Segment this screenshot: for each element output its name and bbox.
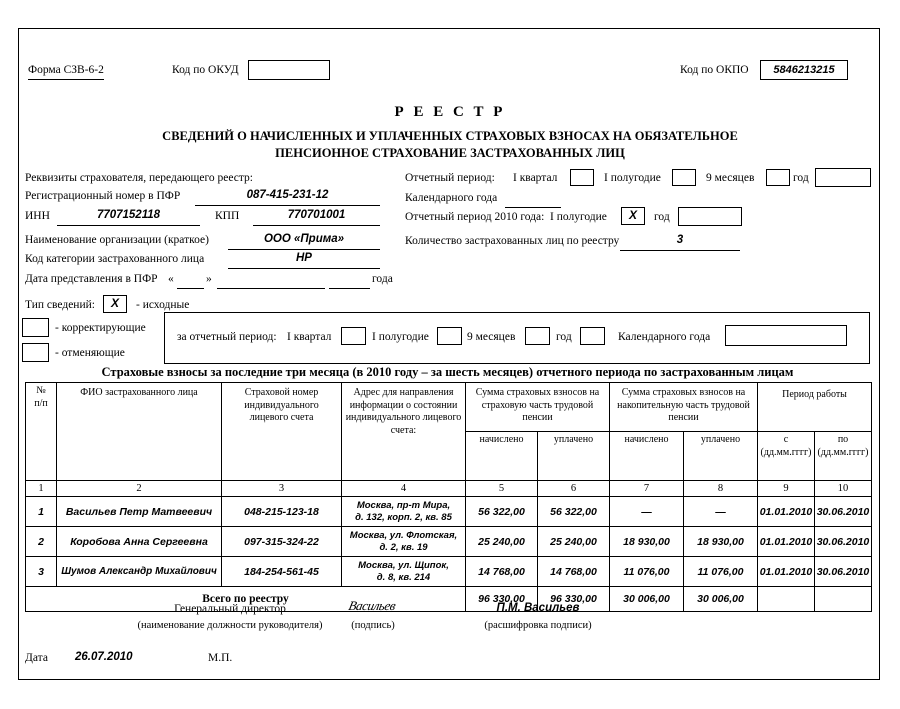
row-accum-accrued: 11 076,00 xyxy=(610,557,684,587)
table-header-row-1 xyxy=(26,383,872,432)
total-insurance-paid: 96 330,00 xyxy=(538,587,610,612)
info-type-initial-checkbox[interactable] xyxy=(103,295,127,313)
info-type-initial-value: X xyxy=(110,296,119,310)
row-address xyxy=(342,557,466,587)
header-fio: ФИО застрахованного лица xyxy=(57,383,222,481)
row-date-to: 30.06.2010 xyxy=(815,527,872,557)
colnum-6: 6 xyxy=(538,481,610,497)
reg-number-label: Регистрационный номер в ПФР xyxy=(25,190,181,202)
row-date-from: 01.01.2010 xyxy=(758,527,815,557)
info-type-m9-label: 9 месяцев xyxy=(467,331,516,343)
colnum-10: 10 xyxy=(815,481,872,497)
date-value: 26.07.2010 xyxy=(75,651,133,663)
position-caption: (наименование должности руководителя) xyxy=(137,620,323,631)
submission-quote-close: » xyxy=(206,273,212,285)
org-name-field[interactable] xyxy=(228,233,380,250)
org-name-label: Наименование организации (краткое) xyxy=(25,234,209,246)
info-type-correcting-checkbox[interactable] xyxy=(22,318,49,337)
reg-number-value: 087-415-231-12 xyxy=(246,189,329,201)
okpo-input[interactable] xyxy=(760,60,848,80)
document-title: Р Е Е С Т Р xyxy=(394,104,506,120)
row-date-from: 01.01.2010 xyxy=(758,557,815,587)
row-date-from: 01.01.2010 xyxy=(758,497,815,527)
reg-number-field[interactable] xyxy=(195,189,380,206)
info-type-h1-checkbox[interactable] xyxy=(437,327,462,345)
row-accum-paid: — xyxy=(684,497,758,527)
row-accum-accrued: 18 930,00 xyxy=(610,527,684,557)
okud-label: Код по ОКУД xyxy=(172,64,239,76)
stamp-label: М.П. xyxy=(208,652,233,664)
info-type-year-label: год xyxy=(556,331,572,343)
colnum-3: 3 xyxy=(222,481,342,497)
row-accum-paid: 11 076,00 xyxy=(684,557,758,587)
row-address-line1: Москва, ул. Флотская, xyxy=(349,530,458,542)
row-insurance-accrued: 14 768,00 xyxy=(466,557,538,587)
header-accumulative-part: Сумма страховых взносов на накопительную часть трудовой пенсии xyxy=(610,383,758,432)
info-type-initial-label: - исходные xyxy=(136,299,190,311)
form-label: Форма СЗВ-6-2 xyxy=(28,64,104,80)
period2010-year-input[interactable] xyxy=(678,207,742,226)
info-type-label: Тип сведений: xyxy=(25,299,95,311)
colnum-8: 8 xyxy=(684,481,758,497)
header-num-line2: п/п xyxy=(34,397,48,409)
period2010-h1-label: I полугодие xyxy=(550,211,607,223)
row-accum-paid: 18 930,00 xyxy=(684,527,758,557)
requisites-label: Реквизиты страхователя, передающего реестр: xyxy=(25,172,254,184)
info-type-m9-checkbox[interactable] xyxy=(525,327,550,345)
insured-count-label: Количество застрахованных лиц по реестру xyxy=(405,235,620,247)
row-insurance-accrued: 25 240,00 xyxy=(466,527,538,557)
row-accum-accrued: — xyxy=(610,497,684,527)
row-insurance-paid: 56 322,00 xyxy=(538,497,610,527)
signature-name-caption: (расшифровка подписи) xyxy=(484,620,592,631)
okpo-label: Код по ОКПО xyxy=(680,64,749,76)
org-name-value: ООО «Прима» xyxy=(263,233,345,245)
info-type-h1-label: I полугодие xyxy=(372,331,429,343)
row-address xyxy=(342,527,466,557)
submission-year-word: года xyxy=(372,273,393,285)
signature-mark: Васильев xyxy=(347,598,397,613)
okpo-value: 5846213215 xyxy=(773,64,835,76)
calendar-year-field[interactable] xyxy=(505,192,561,208)
row-fio: Васильев Петр Матвеевич xyxy=(57,497,222,527)
header-num-line1: № xyxy=(36,385,46,396)
info-type-calendar-year-label: Календарного года xyxy=(618,331,711,343)
document-subtitle-line1: СВЕДЕНИЙ О НАЧИСЛЕННЫХ И УПЛАЧЕННЫХ СТРАХОВЫХ ВЗНОСАХ НА ОБЯЗАТЕЛЬНОЕ xyxy=(162,129,738,143)
okud-input[interactable] xyxy=(248,60,330,80)
row-snils: 184-254-561-45 xyxy=(222,557,342,587)
category-code-label: Код категории застрахованного лица xyxy=(25,253,205,265)
row-insurance-accrued: 56 322,00 xyxy=(466,497,538,527)
submission-date-label: Дата представления в ПФР xyxy=(25,273,158,285)
info-type-cancelling-label: - отменяющие xyxy=(55,347,125,359)
signature-caption: (подпись) xyxy=(351,620,395,631)
h1-label: I полугодие xyxy=(604,172,661,184)
kpp-value: 770701001 xyxy=(287,209,346,221)
colnum-5: 5 xyxy=(466,481,538,497)
total-insurance-accrued: 96 330,00 xyxy=(466,587,538,612)
inn-value: 7707152118 xyxy=(96,209,161,221)
colnum-1: 1 xyxy=(26,481,57,497)
header-accum-paid: уплачено xyxy=(684,432,758,481)
submission-day-field[interactable] xyxy=(177,272,204,289)
row-address xyxy=(342,497,466,527)
header-insurance-paid: уплачено xyxy=(538,432,610,481)
row-snils: 097-315-324-22 xyxy=(222,527,342,557)
kpp-label: КПП xyxy=(215,210,240,222)
year-label: год xyxy=(793,172,809,184)
row-date-to: 30.06.2010 xyxy=(815,557,872,587)
colnum-9: 9 xyxy=(758,481,815,497)
registry-table-wrapper xyxy=(25,382,871,612)
info-type-year-checkbox[interactable] xyxy=(580,327,605,345)
info-type-cancelling-checkbox[interactable] xyxy=(22,343,49,362)
header-insurance-accrued: начислено xyxy=(466,432,538,481)
period2010-h1-value: X xyxy=(628,208,637,222)
insured-count-field[interactable] xyxy=(620,234,740,251)
colnum-2: 2 xyxy=(57,481,222,497)
category-code-value: НР xyxy=(296,252,312,264)
info-type-calendar-year-input[interactable] xyxy=(725,325,847,346)
total-accum-accrued: 30 006,00 xyxy=(610,587,684,612)
category-code-field[interactable] xyxy=(228,252,380,269)
m9-label: 9 месяцев xyxy=(706,172,755,184)
header-date-to: по (дд.мм.гггг) xyxy=(815,432,872,481)
header-insurance-part: Сумма страховых взносов на страховую часть трудовой пенсии xyxy=(466,383,610,432)
table-row[interactable] xyxy=(26,527,872,557)
row-address-line2: д. 2, кв. 19 xyxy=(379,541,428,553)
document-subtitle-line2: ПЕНСИОННОЕ СТРАХОВАНИЕ ЗАСТРАХОВАННЫХ ЛИЦ xyxy=(275,146,625,160)
m9-checkbox[interactable] xyxy=(766,169,790,186)
header-work-period: Период работы xyxy=(758,383,872,432)
position-value: Генеральный директор xyxy=(174,603,286,615)
kpp-field[interactable] xyxy=(253,209,380,226)
row-insurance-paid: 14 768,00 xyxy=(538,557,610,587)
submission-quote-open: « xyxy=(168,273,174,285)
info-type-q1-label: I квартал xyxy=(287,331,332,343)
header-address: Адрес для направления информации о состоянии индивидуального лицевого счета: xyxy=(342,383,466,481)
row-address-line1: Москва, ул. Щипок, xyxy=(358,560,449,572)
q1-checkbox[interactable] xyxy=(570,169,594,186)
row-date-to: 30.06.2010 xyxy=(815,497,872,527)
info-type-q1-checkbox[interactable] xyxy=(341,327,366,345)
row-num: 2 xyxy=(26,527,57,557)
period2010-year-label: год xyxy=(654,211,670,223)
row-fio: Коробова Анна Сергеевна xyxy=(57,527,222,557)
header-num xyxy=(26,383,57,481)
info-type-period-prefix: за отчетный период: xyxy=(177,331,277,343)
table-column-numbers-row xyxy=(26,481,872,497)
total-accum-paid: 30 006,00 xyxy=(684,587,758,612)
year-input[interactable] xyxy=(815,168,871,187)
q1-label: I квартал xyxy=(513,172,558,184)
row-fio: Шумов Александр Михайлович xyxy=(57,557,222,587)
table-row[interactable] xyxy=(26,557,872,587)
period2010-label: Отчетный период 2010 года: xyxy=(405,211,545,223)
total-label: Всего по реестру xyxy=(26,587,466,612)
submission-year-field[interactable] xyxy=(329,272,370,289)
info-type-correcting-label: - корректирующие xyxy=(55,322,146,334)
calendar-year-label: Календарного года xyxy=(405,192,498,204)
total-date-to xyxy=(815,587,872,612)
row-address-line2: д. 132, корп. 2, кв. 85 xyxy=(355,511,452,523)
header-accum-accrued: начислено xyxy=(610,432,684,481)
inn-label: ИНН xyxy=(25,210,50,222)
signature-name-value: П.М. Васильев xyxy=(496,602,580,614)
total-date-from xyxy=(758,587,815,612)
row-num: 1 xyxy=(26,497,57,527)
table-row[interactable] xyxy=(26,497,872,527)
row-insurance-paid: 25 240,00 xyxy=(538,527,610,557)
period2010-h1-checkbox[interactable] xyxy=(621,207,645,225)
insured-count-value: 3 xyxy=(676,234,684,246)
inn-field[interactable] xyxy=(57,209,200,226)
row-num: 3 xyxy=(26,557,57,587)
colnum-4: 4 xyxy=(342,481,466,497)
table-caption: Страховые взносы за последние три месяца (в 2010 году – за шесть месяцев) отчетного периода по застрахованным лицам xyxy=(101,365,794,379)
row-address-line2: д. 8, кв. 214 xyxy=(376,571,431,583)
row-address-line1: Москва, пр-т Мира, xyxy=(356,500,451,512)
header-date-from: с (дд.мм.гггг) xyxy=(758,432,815,481)
header-snils: Страховой номер индивидуального лицевого счета xyxy=(222,383,342,481)
reporting-period-label: Отчетный период: xyxy=(405,172,495,184)
row-snils: 048-215-123-18 xyxy=(222,497,342,527)
colnum-7: 7 xyxy=(610,481,684,497)
submission-month-field[interactable] xyxy=(217,272,325,289)
date-label: Дата xyxy=(25,652,48,664)
registry-table xyxy=(25,382,872,612)
h1-checkbox[interactable] xyxy=(672,169,696,186)
